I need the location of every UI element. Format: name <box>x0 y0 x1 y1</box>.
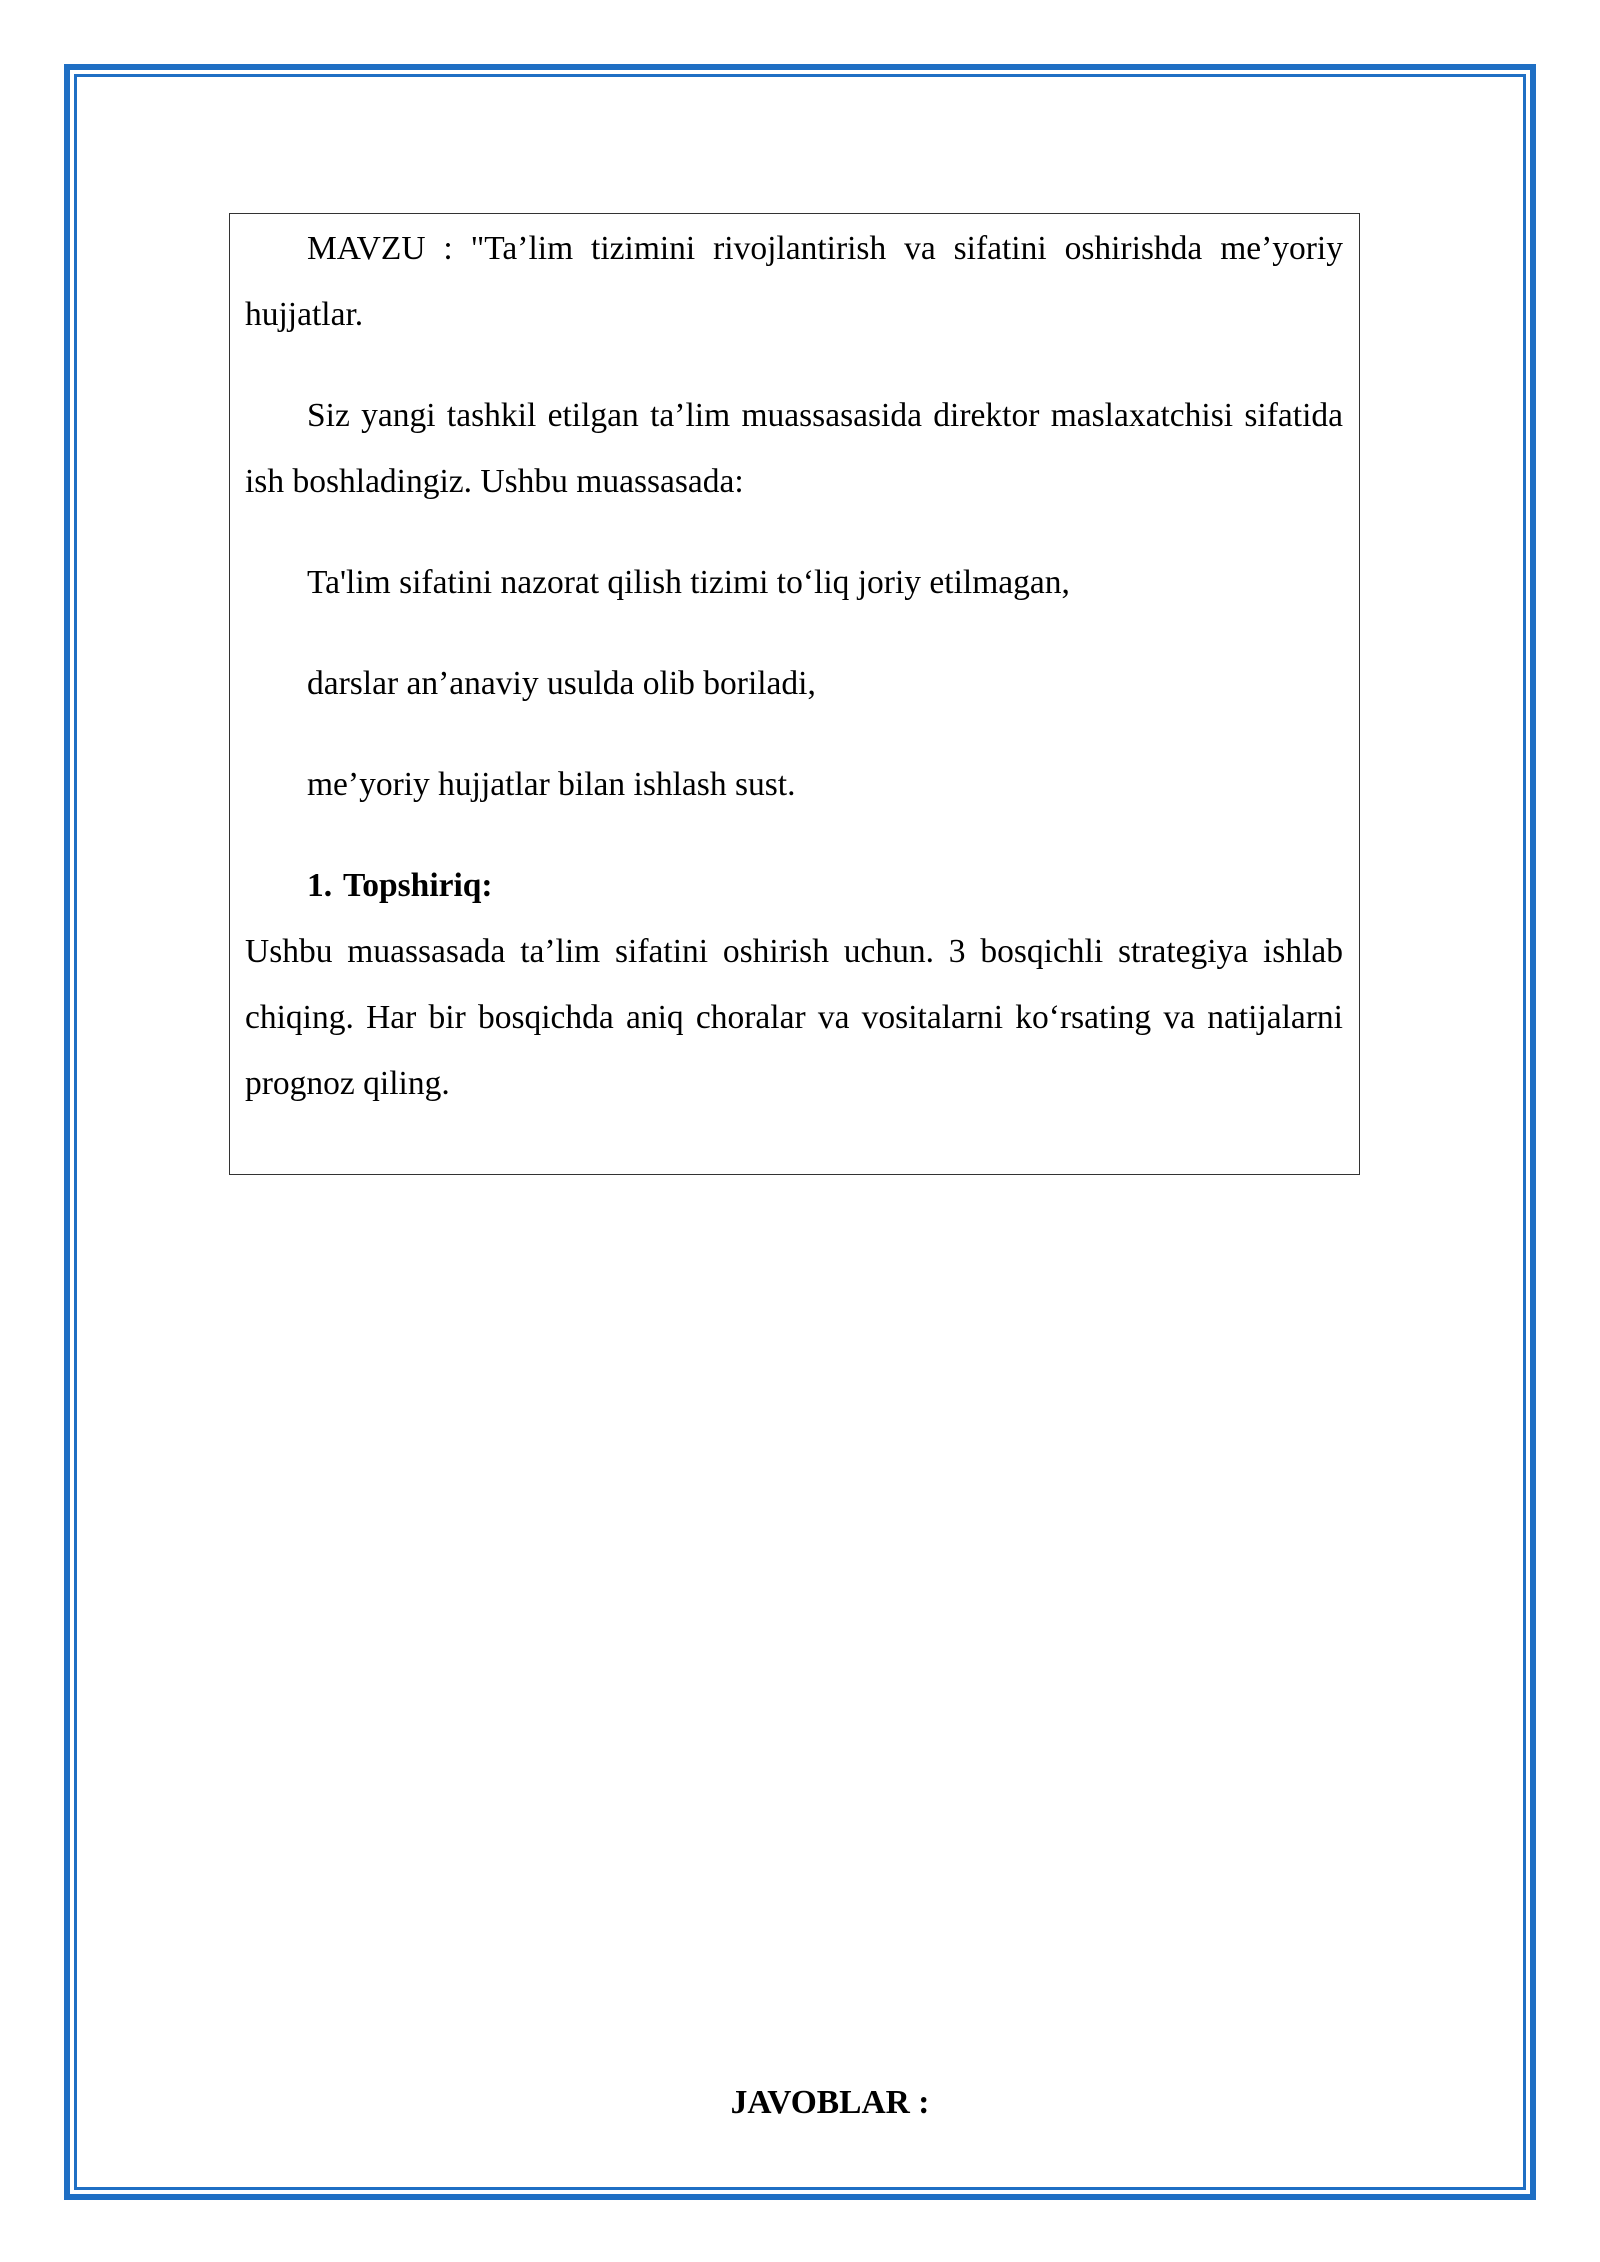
task-box <box>229 213 1360 1175</box>
answers-label: JAVOBLAR : <box>730 2084 930 2121</box>
assignment-text: Ushbu muassasada ta’lim sifatini oshirish uchun. 3 bosqichli strategiya ishlab chiqing. Har bir bosqichda aniq choralar va vositalarni ko‘rsating va natijalarni prognoz qiling. <box>245 933 1343 1102</box>
topic-paragraph: MAVZU : "Ta’lim tizimini rivojlantirish va sifatini oshirishda me’yoriy hujjatlar. <box>245 230 1343 333</box>
condition-item: darslar an’anaviy usulda olib boriladi, <box>307 665 816 702</box>
intro-paragraph: Siz yangi tashkil etilgan ta’lim muassasasida direktor maslaxatchisi sifatida ish boshladingiz. Ushbu muassasada: <box>245 397 1343 500</box>
condition-item: me’yoriy hujjatlar bilan ishlash sust. <box>307 766 796 803</box>
assignment-title: Topshiriq: <box>343 867 493 904</box>
assignment-heading <box>245 853 1343 919</box>
assignment-number: 1. <box>307 867 333 904</box>
condition-item: Ta'lim sifatini nazorat qilish tizimi to‘liq joriy etilmagan, <box>307 564 1070 601</box>
